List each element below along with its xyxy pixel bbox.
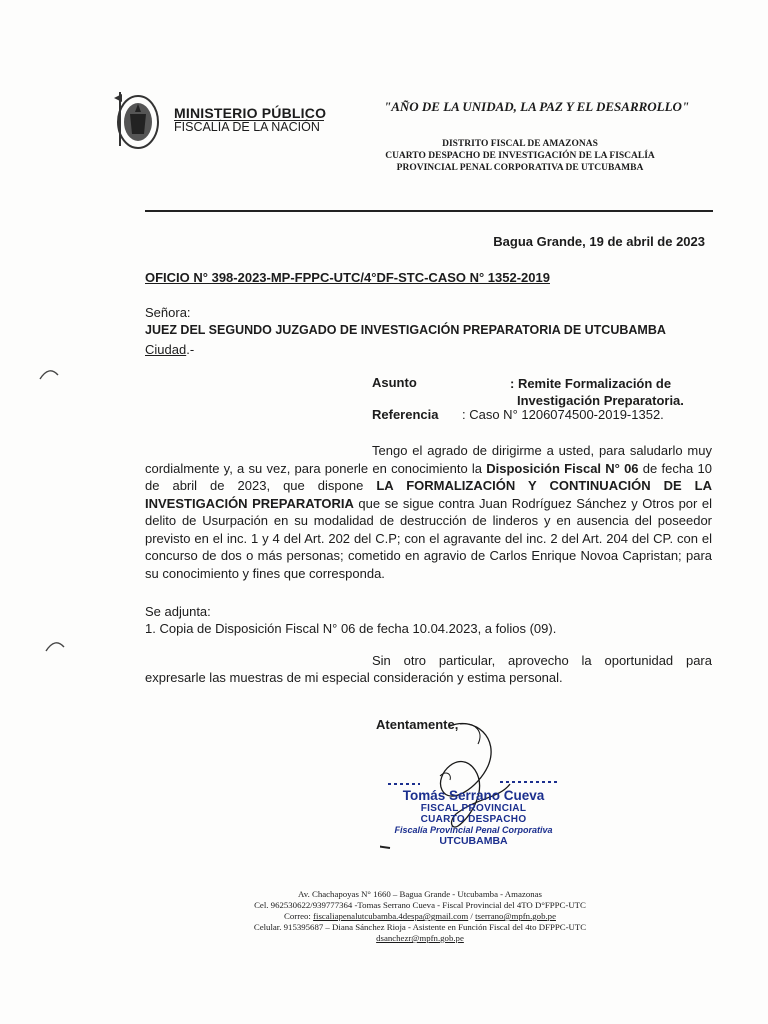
attachment-item: 1. Copia de Disposición Fiscal N° 06 de fecha 10.04.2023, a folios (09). — [145, 621, 557, 636]
referencia-label: Referencia — [372, 407, 439, 422]
year-motto: "AÑO DE LA UNIDAD, LA PAZ Y EL DESARROLLO" — [384, 99, 690, 114]
body-bold: Disposición Fiscal N° 06 — [486, 460, 639, 476]
body-text: Tengo el agrado de dirigirme a usted, para saludarlo muy cordialmente y, a su vez, para ponerle en conocimiento la — [145, 443, 712, 476]
header-divider — [145, 210, 713, 212]
city-line — [145, 342, 194, 357]
stamp-place: UTCUBAMBA — [439, 835, 508, 847]
asunto-value — [510, 375, 684, 409]
city-suffix: .- — [186, 342, 195, 357]
footer-email-link[interactable]: tserrano@mpfn.gob.pe — [475, 911, 556, 921]
footer-email-label: Correo: — [284, 911, 311, 921]
city: Ciudad — [145, 342, 187, 357]
footer-assistant: Celular. 915395687 – Diana Sánchez Rioja - Asistente en Función Fiscal del 4to DFPPC-UTC — [253, 922, 587, 932]
stamp-office: Fiscalía Provincial Penal Corporativa — [394, 825, 553, 835]
footer-contact: Cel. 962530622/939777364 -Tomas Serrano Cueva - Fiscal Provincial del 4TO D°FPPC-UTC — [254, 900, 586, 910]
fiscal-stamp — [386, 788, 561, 847]
stamp-name: Tomás Serrano Cueva — [402, 788, 545, 803]
punch-hole-mark — [38, 365, 60, 381]
body-bold: LA FORMALIZACIÓN Y CONTINUACIÓN DE LA INVESTIGACIÓN PREPARATORIA — [145, 478, 712, 511]
footer-email-line — [200, 911, 640, 922]
letter-date: Bagua Grande, 19 de abril de 2023 — [493, 234, 705, 249]
ministerio-crest-icon — [108, 84, 162, 154]
district-line: CUARTO DESPACHO DE INVESTIGACIÓN DE LA FISCALÍA — [385, 151, 655, 161]
sign-off: Atentamente, — [376, 717, 459, 732]
attachments-label: Se adjunta: — [145, 604, 211, 619]
referencia-value: : Caso N° 1206074500-2019-1352. — [462, 407, 664, 422]
footer-email-separator: / — [468, 911, 476, 921]
district-block — [380, 138, 660, 174]
oficio-number: OFICIO N° 398-2023-MP-FPPC-UTC/4°DF-STC-CASO N° 1352-2019 — [145, 270, 550, 285]
stamp-title: FISCAL PROVINCIAL — [420, 803, 527, 814]
body-text: de fecha 10 de abril de 2023, que dispone — [145, 460, 712, 493]
stamp-title: CUARTO DESPACHO — [420, 814, 527, 825]
body-text: que se sigue contra Juan Rodríguez Sánchez y Otros por el delito de Usurpación en su modalidad de destrucción de linderos y en ausencia del poseedor previsto en el inc. 1 y 4 del Art. 202 del C.P; con el agravante del inc. 2 del Art. 204 del CP. con el concurso de dos o más personas; cometido en agravio de Carlos Enrique Novoa Capristan; para su conocimiento y fines que corresponda. — [145, 495, 712, 581]
footer-assistant-email[interactable]: dsanchezr@mpfn.gob.pe — [376, 933, 464, 943]
body-paragraph — [145, 442, 712, 582]
asunto-label: Asunto — [372, 375, 417, 390]
footer — [200, 889, 640, 944]
district-line: DISTRITO FISCAL DE AMAZONAS — [442, 139, 598, 149]
footer-email-link[interactable]: fiscaliapenalutcubamba.4despa@gmail.com — [313, 911, 469, 921]
addressee: JUEZ DEL SEGUNDO JUZGADO DE INVESTIGACIÓN PREPARATORIA DE UTCUBAMBA — [145, 323, 666, 337]
attachments — [145, 603, 556, 637]
org-subtitle: FISCALÍA DE LA NACIÓN — [174, 120, 320, 134]
closing-text: Sin otro particular, aprovecho la oportunidad para expresarle las muestras de mi especial consideración y estima personal. — [145, 653, 712, 685]
closing-paragraph — [145, 652, 712, 686]
salutation: Señora: — [145, 305, 191, 320]
punch-hole-mark — [44, 637, 66, 653]
asunto-line: : Remite Formalización de — [510, 376, 672, 391]
footer-address: Av. Chachapoyas N° 1660 – Bagua Grande - Utcubamba - Amazonas — [298, 889, 542, 899]
district-line: PROVINCIAL PENAL CORPORATIVA DE UTCUBAMBA — [396, 163, 644, 173]
org-name: MINISTERIO PÚBLICO — [174, 105, 327, 121]
asunto-line: Investigación Preparatoria. — [517, 393, 684, 408]
